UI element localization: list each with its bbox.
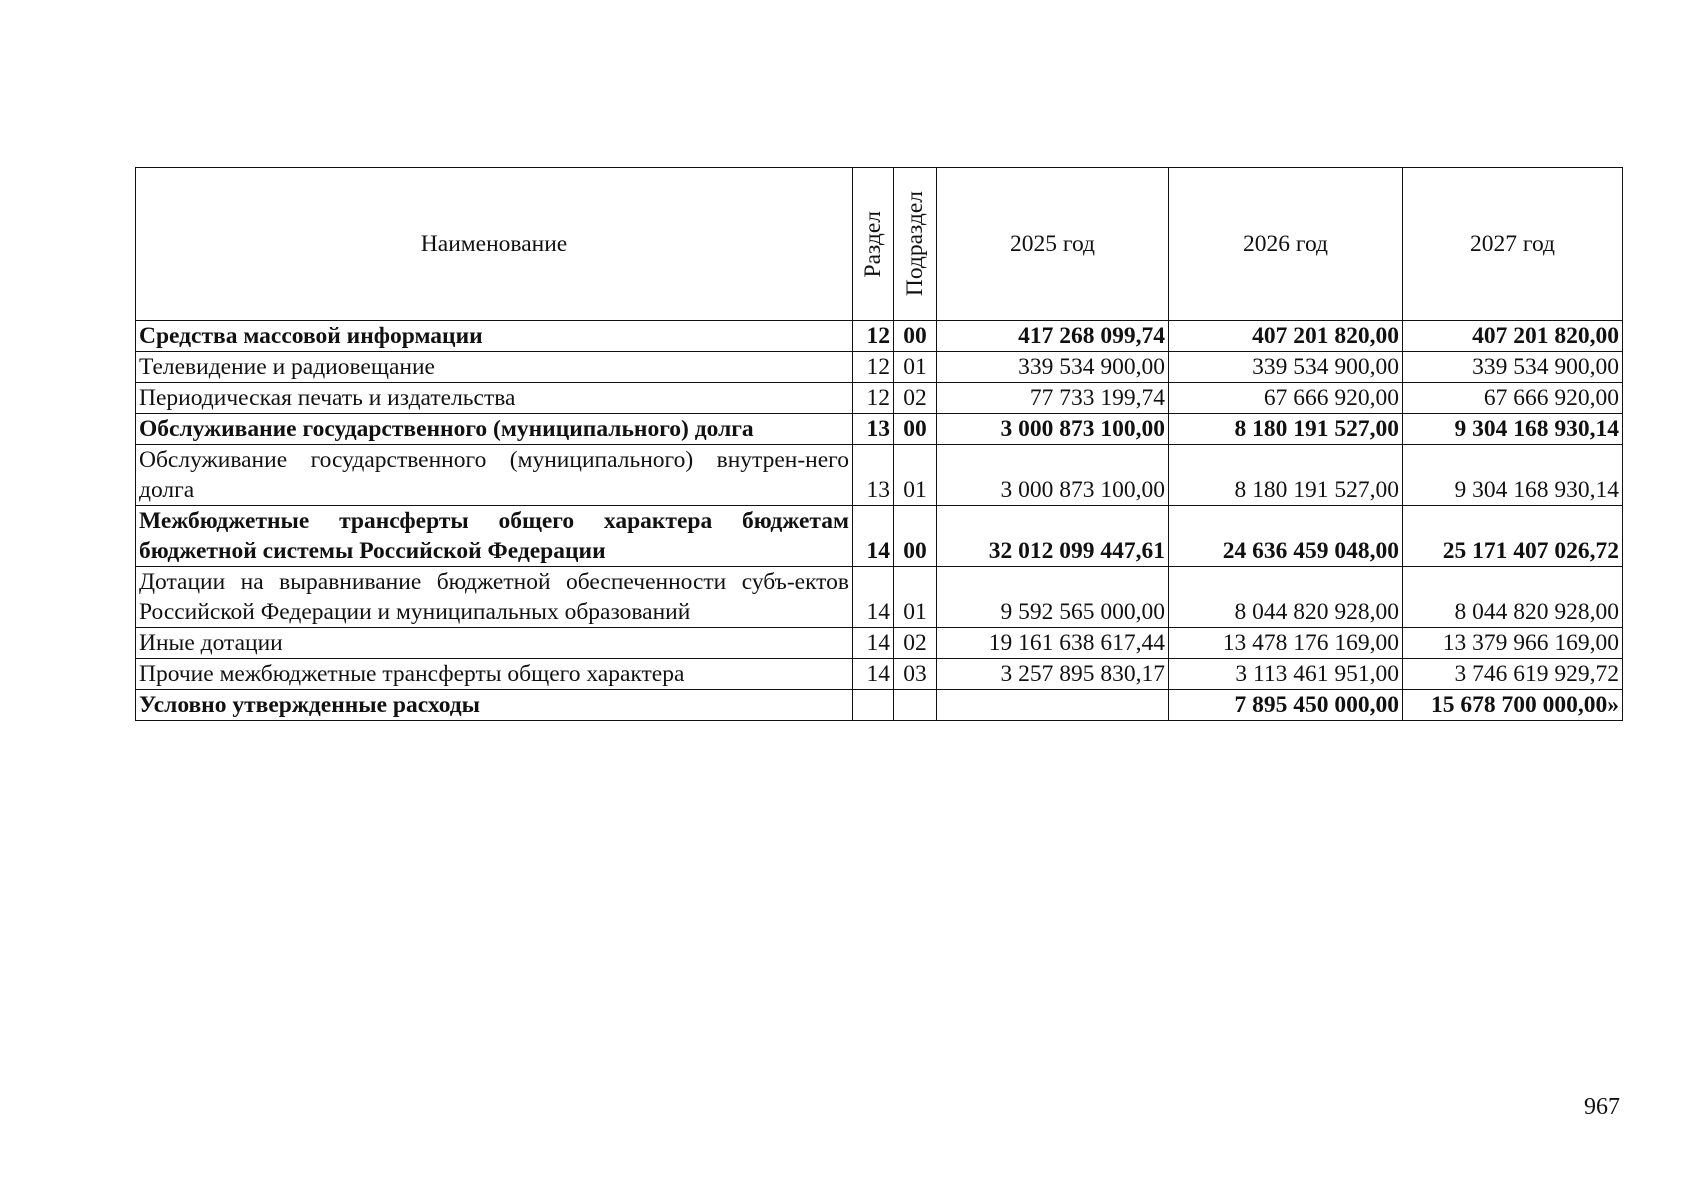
table-header-row — [136, 168, 1623, 321]
table-row — [136, 659, 1623, 690]
table-row — [136, 567, 1623, 628]
row-2026: 67 666 920,00 — [1169, 383, 1403, 414]
row-2027: 25 171 407 026,72 — [1403, 506, 1623, 567]
row-2025: 32 012 099 447,61 — [937, 506, 1169, 567]
row-2026: 8 180 191 527,00 — [1169, 445, 1403, 506]
row-2025: 3 000 873 100,00 — [937, 445, 1169, 506]
row-subsection — [894, 690, 937, 721]
row-subsection: 01 — [894, 445, 937, 506]
row-name: Средства массовой информации — [136, 321, 853, 352]
row-section — [853, 690, 894, 721]
row-2027: 15 678 700 000,00» — [1403, 690, 1623, 721]
row-name: Иные дотации — [136, 628, 853, 659]
row-2027: 3 746 619 929,72 — [1403, 659, 1623, 690]
row-name: Дотации на выравнивание бюджетной обеспеченности субъ-ектов Российской Федерации и муниципальных образований — [136, 567, 853, 628]
row-section: 14 — [853, 506, 894, 567]
budget-table — [135, 167, 1623, 721]
table-row — [136, 383, 1623, 414]
row-name: Межбюджетные трансферты общего характера бюджетам бюджетной системы Российской Федерации — [136, 506, 853, 567]
row-section: 12 — [853, 383, 894, 414]
row-section: 12 — [853, 352, 894, 383]
header-section-label: Раздел — [860, 210, 886, 278]
row-2025: 9 592 565 000,00 — [937, 567, 1169, 628]
row-section: 12 — [853, 321, 894, 352]
row-2025: 339 534 900,00 — [937, 352, 1169, 383]
row-section: 13 — [853, 445, 894, 506]
row-2026: 24 636 459 048,00 — [1169, 506, 1403, 567]
row-2026: 3 113 461 951,00 — [1169, 659, 1403, 690]
row-2027: 13 379 966 169,00 — [1403, 628, 1623, 659]
header-subsection-label: Подраздел — [902, 191, 928, 297]
header-name: Наименование — [136, 168, 853, 321]
table-row — [136, 321, 1623, 352]
header-subsection — [894, 168, 937, 321]
table-row — [136, 445, 1623, 506]
row-subsection: 02 — [894, 628, 937, 659]
row-section: 14 — [853, 567, 894, 628]
row-2027: 8 044 820 928,00 — [1403, 567, 1623, 628]
row-2027: 9 304 168 930,14 — [1403, 414, 1623, 445]
row-2026: 407 201 820,00 — [1169, 321, 1403, 352]
row-2026: 13 478 176 169,00 — [1169, 628, 1403, 659]
row-section: 14 — [853, 659, 894, 690]
row-subsection: 03 — [894, 659, 937, 690]
row-2025: 77 733 199,74 — [937, 383, 1169, 414]
row-subsection: 00 — [894, 321, 937, 352]
row-subsection: 02 — [894, 383, 937, 414]
row-2027: 9 304 168 930,14 — [1403, 445, 1623, 506]
row-subsection: 01 — [894, 352, 937, 383]
row-subsection: 00 — [894, 414, 937, 445]
row-name: Телевидение и радиовещание — [136, 352, 853, 383]
row-2025: 3 000 873 100,00 — [937, 414, 1169, 445]
row-2025: 417 268 099,74 — [937, 321, 1169, 352]
row-name: Периодическая печать и издательства — [136, 383, 853, 414]
header-2026: 2026 год — [1169, 168, 1403, 321]
header-2025: 2025 год — [937, 168, 1169, 321]
row-2027: 67 666 920,00 — [1403, 383, 1623, 414]
table-row — [136, 690, 1623, 721]
row-2025: 3 257 895 830,17 — [937, 659, 1169, 690]
table-row — [136, 352, 1623, 383]
row-subsection: 01 — [894, 567, 937, 628]
table-row — [136, 414, 1623, 445]
row-2026: 339 534 900,00 — [1169, 352, 1403, 383]
row-2025 — [937, 690, 1169, 721]
table-row — [136, 506, 1623, 567]
row-2026: 7 895 450 000,00 — [1169, 690, 1403, 721]
row-name: Обслуживание государственного (муниципального) долга — [136, 414, 853, 445]
row-name: Прочие межбюджетные трансферты общего характера — [136, 659, 853, 690]
header-section — [853, 168, 894, 321]
table-row — [136, 628, 1623, 659]
row-section: 13 — [853, 414, 894, 445]
row-2027: 407 201 820,00 — [1403, 321, 1623, 352]
header-2027: 2027 год — [1403, 168, 1623, 321]
row-2027: 339 534 900,00 — [1403, 352, 1623, 383]
row-2026: 8 180 191 527,00 — [1169, 414, 1403, 445]
row-2026: 8 044 820 928,00 — [1169, 567, 1403, 628]
row-2025: 19 161 638 617,44 — [937, 628, 1169, 659]
row-section: 14 — [853, 628, 894, 659]
row-name: Условно утвержденные расходы — [136, 690, 853, 721]
row-subsection: 00 — [894, 506, 937, 567]
page-number: 967 — [1584, 1094, 1620, 1120]
row-name: Обслуживание государственного (муниципального) внутрен-него долга — [136, 445, 853, 506]
